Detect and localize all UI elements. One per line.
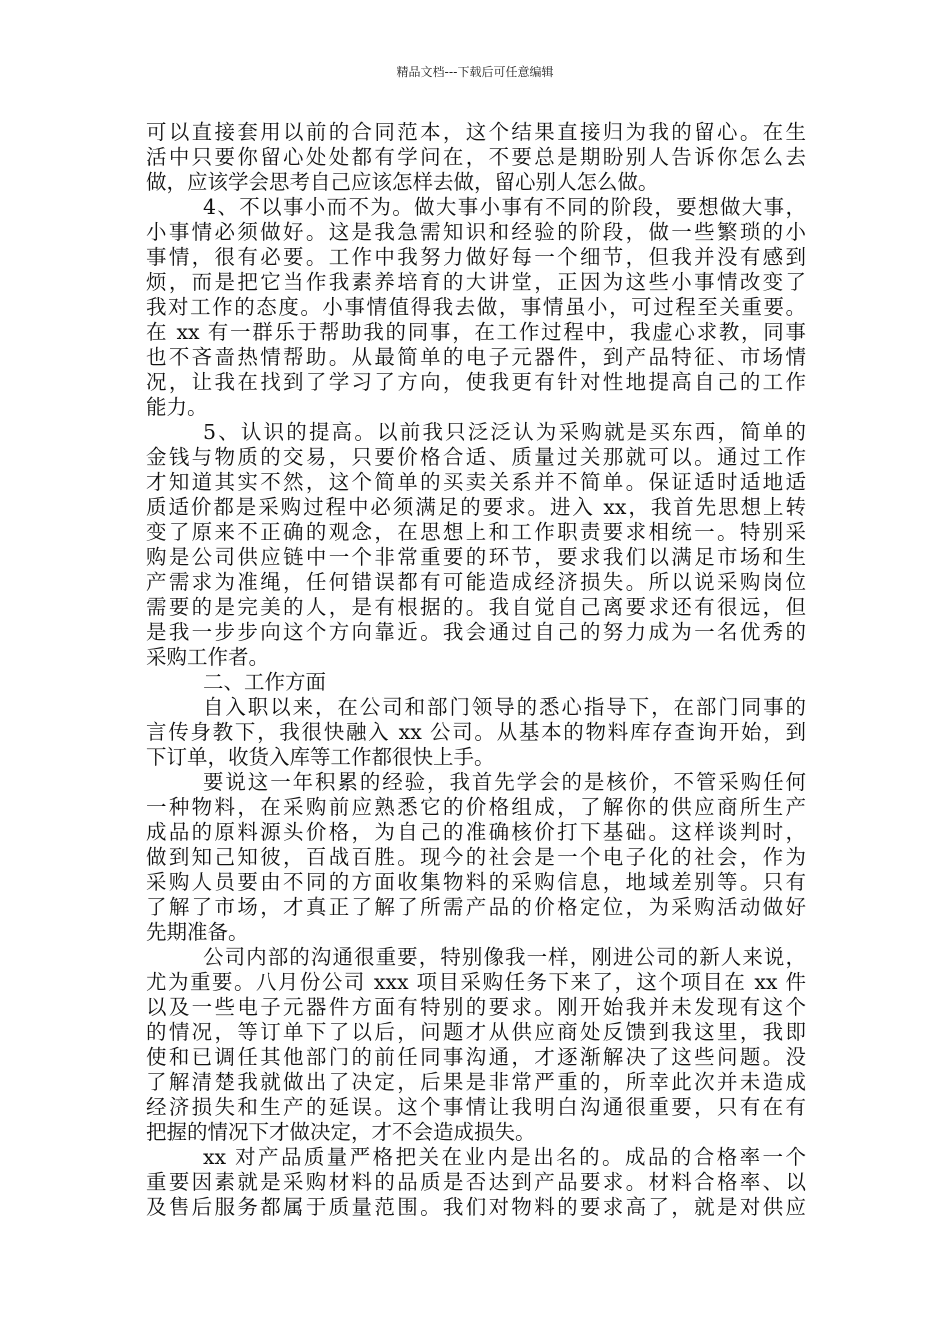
text-line: 也不吝啬热情帮助。从最简单的电子元器件，到产品特征、市场情 <box>146 345 806 369</box>
text-line: 变了原来不正确的观念，在思想上和工作职责要求相统一。特别采 <box>146 520 806 544</box>
text-line: 活中只要你留心处处都有学问在，不要总是期盼别人告诉你怎么去 <box>146 145 806 169</box>
text-line: xx 对产品质量严格把关在业内是出名的。成品的合格率一个 <box>203 1145 806 1169</box>
page-header: 精品文档---下载后可任意编辑 <box>396 65 554 79</box>
text-line: 做，应该学会思考自己应该怎样去做，留心别人怎么做。 <box>146 170 659 194</box>
text-line: 下订单，收货入库等工作都很快上手。 <box>146 745 495 769</box>
text-line: 一种物料，在采购前应熟悉它的价格组成，了解你的供应商所生产 <box>146 795 806 819</box>
text-line: 经济损失和生产的延误。这个事情让我明白沟通很重要，只有在有 <box>146 1095 806 1119</box>
text-line: 质适价都是采购过程中必须满足的要求。进入 xx，我首先思想上转 <box>146 495 806 519</box>
text-line: 能力。 <box>146 395 208 419</box>
text-line: 以及一些电子元器件方面有特别的要求。刚开始我并未发现有这个 <box>146 995 806 1019</box>
text-line: 及售后服务都属于质量范围。我们对物料的要求高了，就是对供应 <box>146 1195 806 1219</box>
text-line: 金钱与物质的交易，只要价格合适、质量过关那就可以。通过工作 <box>146 445 806 469</box>
text-line: 才知道其实不然，这个简单的买卖关系并不简单。保证适时适地适 <box>146 470 806 494</box>
text-line: 了解了市场，才真正了解了所需产品的价格定位，为采购活动做好 <box>146 895 806 919</box>
text-line: 公司内部的沟通很重要，特别像我一样，刚进公司的新人来说， <box>203 945 806 969</box>
text-line: 要说这一年积累的经验，我首先学会的是核价，不管采购任何 <box>203 770 806 794</box>
text-line: 可以直接套用以前的合同范本，这个结果直接归为我的留心。在生 <box>146 120 806 144</box>
text-line: 需要的是完美的人，是有根据的。我自觉自己离要求还有很远，但 <box>146 595 806 619</box>
text-line: 采购工作者。 <box>146 645 269 669</box>
text-line: 的情况，等订单下了以后，问题才从供应商处反馈到我这里，我即 <box>146 1020 806 1044</box>
text-line: 做到知己知彼，百战百胜。现今的社会是一个电子化的社会，作为 <box>146 845 806 869</box>
text-line: 购是公司供应链中一个非常重要的环节，要求我们以满足市场和生 <box>146 545 806 569</box>
text-line: 了解清楚我就做出了决定，后果是非常严重的，所幸此次并未造成 <box>146 1070 806 1094</box>
text-line: 自入职以来，在公司和部门领导的悉心指导下，在部门同事的 <box>203 695 806 719</box>
text-line: 是我一步步向这个方向靠近。我会通过自己的努力成为一名优秀的 <box>146 620 806 644</box>
text-line: 先期准备。 <box>146 920 249 944</box>
text-line: 况，让我在找到了学习了方向，使我更有针对性地提高自己的工作 <box>146 370 806 394</box>
text-line: 二、工作方面 <box>203 670 326 694</box>
text-line: 5、认识的提高。以前我只泛泛认为采购就是买东西，简单的 <box>203 420 806 444</box>
text-line: 重要因素就是采购材料的品质是否达到产品要求。材料合格率、以 <box>146 1170 806 1194</box>
text-line: 把握的情况下才做决定，才不会造成损失。 <box>146 1120 536 1144</box>
text-line: 小事情必须做好。这是我急需知识和经验的阶段，做一些繁琐的小 <box>146 220 806 244</box>
text-line: 采购人员要由不同的方面收集物料的采购信息，地域差别等。只有 <box>146 870 806 894</box>
text-line: 使和已调任其他部门的前任同事沟通，才逐渐解决了这些问题。没 <box>146 1045 806 1069</box>
text-line: 我对工作的态度。小事情值得我去做，事情虽小，可过程至关重要。 <box>146 295 806 319</box>
text-line: 事情，很有必要。工作中我努力做好每一个细节，但我并没有感到 <box>146 245 806 269</box>
text-line: 在 xx 有一群乐于帮助我的同事，在工作过程中，我虚心求教，同事 <box>146 320 806 344</box>
text-line: 烦，而是把它当作我素养培育的大讲堂，正因为这些小事情改变了 <box>146 270 806 294</box>
document-body <box>146 120 806 1220</box>
text-line: 4、不以事小而不为。做大事小事有不同的阶段，要想做大事， <box>203 195 806 219</box>
text-line: 言传身教下，我很快融入 xx 公司。从基本的物料库存查询开始，到 <box>146 720 806 744</box>
text-line: 产需求为准绳，任何错误都有可能造成经济损失。所以说采购岗位 <box>146 570 806 594</box>
text-line: 成品的原料源头价格，为自己的准确核价打下基础。这样谈判时， <box>146 820 806 844</box>
text-line: 尤为重要。八月份公司 xxx 项目采购任务下来了，这个项目在 xx 件 <box>146 970 806 994</box>
